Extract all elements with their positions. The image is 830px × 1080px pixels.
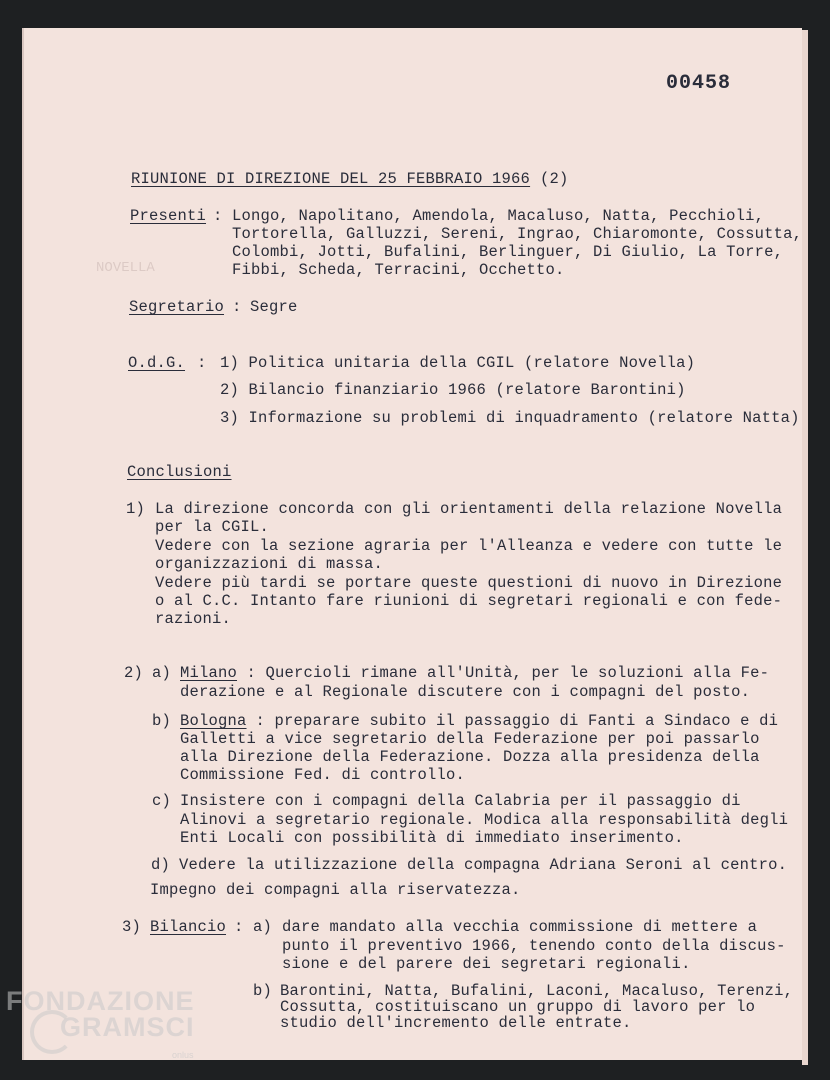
show-through-label: NOVELLA — [96, 260, 155, 276]
title-suffix: (2) — [540, 170, 569, 188]
presenti-line: Fibbi, Scheda, Terracini, Occhetto. — [232, 261, 565, 279]
point-line: punto il preventivo 1966, tenendo conto della discus- — [282, 937, 786, 955]
point-line: Commissione Fed. di controllo. — [180, 766, 466, 784]
odg-label: O.d.G. — [128, 354, 186, 372]
presenti-line: Longo, Napolitano, Amendola, Macaluso, Natta, Pecchioli, — [232, 207, 765, 225]
document-title: RIUNIONE DI DIREZIONE DEL 25 FEBBRAIO 1966 — [131, 170, 531, 188]
sub-letter: a) — [152, 664, 172, 682]
point-line: studio dell'incremento delle entrate. — [280, 1014, 632, 1032]
point-line: Enti Locali con possibilità di immediato inserimento. — [180, 829, 684, 847]
point-line: o al C.C. Intanto fare riunioni di segretari regionali e con fede- — [155, 592, 783, 610]
odg-item: 2) Bilancio finanziario 1966 (relatore Barontini) — [220, 381, 686, 399]
watermark-sub: onlus — [172, 1050, 194, 1060]
conclusioni-heading: Conclusioni — [127, 463, 232, 481]
segretario-label: Segretario — [129, 298, 225, 316]
bologna-heading: Bologna — [180, 712, 247, 730]
watermark-line2: GRAMSCI — [60, 1012, 195, 1042]
point-line: per la CGIL. — [155, 518, 270, 536]
point-line: Alinovi a segretario regionale. Modica alla responsabilità degli — [180, 811, 789, 829]
impegno-line: Impegno dei compagni alla riservatezza. — [150, 881, 521, 899]
point-line: Vedere più tardi se portare queste questioni di nuovo in Direzione — [155, 574, 783, 592]
point-line: organizzazioni di massa. — [155, 555, 384, 573]
bilancio-sep: : — [234, 918, 244, 936]
bilancio-heading: Bilancio — [150, 918, 227, 936]
point-line: : Quercioli rimane all'Unità, per le soluzioni alla Fe- — [237, 664, 770, 682]
point-line: : preparare subito il passaggio di Fanti a Sindaco e di — [246, 712, 779, 730]
watermark-line1: FONDAZIONE — [6, 986, 195, 1016]
point-line: Vedere con la sezione agraria per l'Alleanza e vedere con tutte le — [155, 537, 783, 555]
sub-letter: b) — [253, 982, 273, 1000]
point-number: 1) — [126, 500, 146, 518]
presenti-line: Tortorella, Galluzzi, Sereni, Ingrao, Chiaromonte, Cossutta, — [232, 225, 803, 243]
point-line: Insistere con i compagni della Calabria per il passaggio di — [180, 792, 741, 810]
point-line: Barontini, Natta, Bufalini, Laconi, Macaluso, Terenzi, — [280, 982, 794, 1000]
odg-sep: : — [197, 354, 207, 372]
point-line: sione e del parere dei segretari regionali. — [282, 955, 691, 973]
page-edge — [802, 30, 808, 1065]
milano-heading: Milano — [180, 664, 238, 682]
presenti-label: Presenti — [130, 207, 207, 225]
point-line: dare mandato alla vecchia commissione di mettere a — [282, 918, 758, 936]
point-number: 3) — [122, 918, 142, 936]
point-line: Cossutta, costituiscano un gruppo di lavoro per lo — [280, 998, 756, 1016]
presenti-line: Colombi, Jotti, Bufalini, Berlinguer, Di Giulio, La Torre, — [232, 243, 784, 261]
point-number: 2) — [124, 664, 144, 682]
point-line: Galletti a vice segretario della Federazione per poi passarlo — [180, 730, 760, 748]
document-number: 00458 — [666, 72, 732, 95]
odg-item: 3) Informazione su problemi di inquadramento (relatore Natta) — [220, 409, 800, 427]
presenti-sep: : — [213, 207, 223, 225]
point-line: La direzione concorda con gli orientamenti della relazione Novella — [155, 500, 783, 518]
point-line: derazione e al Regionale discutere con i compagni del posto. — [180, 683, 751, 701]
point-line: Vedere la utilizzazione della compagna Adriana Seroni al centro. — [179, 856, 788, 874]
segretario-value: Segre — [250, 298, 298, 316]
sub-letter: c) — [152, 792, 172, 810]
segretario-sep: : — [232, 298, 242, 316]
point-line: razioni. — [155, 610, 232, 628]
odg-item: 1) Politica unitaria della CGIL (relatore Novella) — [220, 354, 696, 372]
point-line: alla Direzione della Federazione. Dozza alla presidenza della — [180, 748, 760, 766]
sub-letter: a) — [253, 918, 273, 936]
sub-letter: b) — [152, 712, 172, 730]
sub-letter: d) — [151, 856, 171, 874]
